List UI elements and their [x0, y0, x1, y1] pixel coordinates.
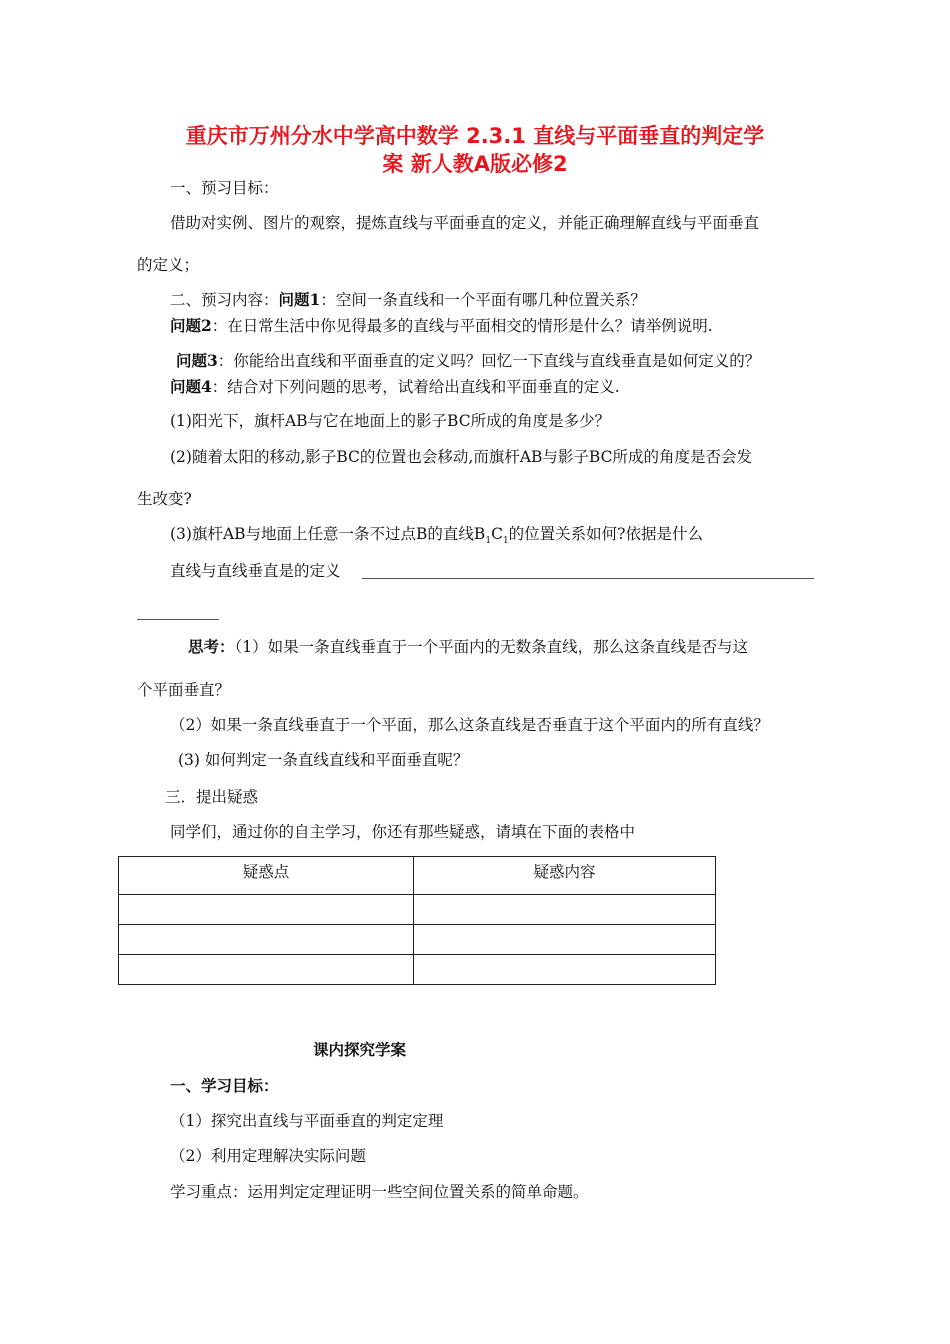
sub-question-3-text-a: (3)旗杆AB与地面上任意一条不过点B的直线B	[170, 525, 486, 543]
table-cell[interactable]	[414, 895, 716, 925]
sub-question-2-line-2: 生改变?	[137, 490, 192, 508]
question-3-label: 问题3	[176, 351, 218, 370]
subscript-1: 1	[485, 536, 492, 547]
question-3-text: ：你能给出直线和平面垂直的定义吗？回忆一下直线与直线垂直是如何定义的？	[217, 352, 761, 370]
table-cell[interactable]	[414, 955, 716, 985]
learning-goals-heading: 一、学习目标：	[170, 1076, 279, 1095]
question-4-text: ：结合对下列问题的思考，试着给出直线和平面垂直的定义.	[211, 378, 620, 396]
table-row	[119, 925, 716, 955]
table-cell[interactable]	[414, 925, 716, 955]
table-cell[interactable]	[119, 955, 414, 985]
sub-question-3-text-b: C	[491, 525, 503, 543]
table-cell[interactable]	[119, 895, 414, 925]
question-4-line	[170, 377, 620, 397]
subscript-2: 1	[502, 536, 509, 547]
question-2-text: ：在日常生活中你见得最多的直线与平面相交的情形是什么？请举例说明.	[211, 317, 713, 335]
sub-question-1: (1)阳光下，旗杆AB与它在地面上的影子BC所成的角度是多少？	[170, 412, 611, 430]
table-header-row	[119, 857, 716, 895]
table-row	[119, 895, 716, 925]
preview-goal-text-line-2: 的定义；	[137, 256, 200, 274]
sub-question-3-text-c: 的位置关系如何?依据是什么	[508, 525, 703, 543]
fill-in-blank-line-2	[137, 619, 219, 620]
in-class-title: 课内探究学案	[313, 1040, 407, 1059]
question-1-text: ：空间一条直线和一个平面有哪几种位置关系？	[320, 291, 646, 309]
definition-fill-label: 直线与直线垂直是的定义	[170, 562, 341, 580]
question-2-line	[170, 316, 713, 336]
sub-question-3	[170, 524, 703, 551]
doubts-table	[118, 856, 716, 985]
think-question-3: (3) 如何判定一条直线直线和平面垂直呢？	[178, 751, 469, 769]
doubts-intro: 同学们，通过你的自主学习，你还有那些疑惑，请填在下面的表格中	[170, 823, 636, 841]
learning-goal-2: （2）利用定理解决实际问题	[170, 1147, 366, 1165]
question-4-label: 问题4	[170, 377, 212, 396]
think-question-1-line-1	[188, 637, 748, 657]
think-question-1-text: （1）如果一条直线垂直于一个平面内的无数条直线，那么这条直线是否与这	[234, 638, 749, 656]
fill-in-blank-line-1	[362, 578, 814, 579]
question-1-label: 问题1	[278, 290, 321, 309]
key-point: 学习重点：运用判定定理证明一些空间位置关系的简单命题。	[170, 1183, 589, 1201]
section-heading-preview-goal: 一、预习目标：	[170, 179, 279, 197]
think-question-2: （2）如果一条直线垂直于一个平面，那么这条直线是否垂直于这个平面内的所有直线？	[170, 716, 769, 734]
document-title-line-2: 案 新人教A版必修2	[382, 152, 568, 176]
table-header-doubt-content: 疑惑内容	[414, 857, 716, 895]
table-cell[interactable]	[119, 925, 414, 955]
table-header-doubt-point: 疑惑点	[119, 857, 414, 895]
question-1-line	[170, 290, 646, 310]
think-label: 思考：	[188, 637, 235, 656]
document-title-line-1: 重庆市万州分水中学高中数学 2.3.1 直线与平面垂直的判定学	[185, 124, 765, 148]
section-heading-preview-content: 二、预习内容：	[170, 291, 279, 309]
table-row	[119, 955, 716, 985]
preview-goal-text-line-1: 借助对实例、图片的观察，提炼直线与平面垂直的定义，并能正确理解直线与平面垂直	[170, 214, 760, 232]
sub-question-2-line-1: (2)随着太阳的移动,影子BC的位置也会移动,而旗杆AB与影子BC所成的角度是否会发	[170, 448, 752, 466]
section-heading-doubts: 三．提出疑惑	[165, 788, 259, 806]
think-question-1-line-2: 个平面垂直？	[137, 681, 231, 699]
question-2-label: 问题2	[170, 316, 212, 335]
question-3-line	[176, 351, 760, 371]
learning-goal-1: （1）探究出直线与平面垂直的判定定理	[170, 1112, 444, 1130]
